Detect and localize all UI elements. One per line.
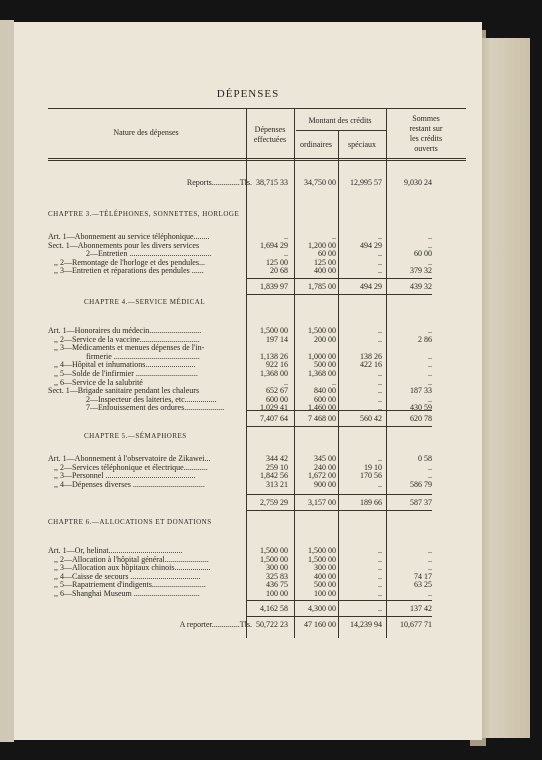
table-row [48,266,466,276]
row-value-c3: .. [378,232,382,241]
row-value-c3: .. [378,334,382,344]
header-effectuees-line2: effectuées [253,135,287,144]
row-value-c2: 300 00 [314,563,336,573]
row-value-c2: 100 00 [314,589,336,598]
row-value-c4: .. [428,360,432,370]
subtotal-row [48,282,466,292]
header-effectuees [246,125,294,145]
subtotal-c3: 560 42 [360,414,382,423]
row-value-c3: .. [378,326,382,335]
row-value-c2: 1,672 00 [308,471,336,481]
row-label: Art. 1—Abonnement au service téléphonique........ [48,232,210,241]
reports-c4: 9,030 24 [404,178,432,187]
row-value-c1: .. [284,377,288,387]
row-value-c1: 922 16 [266,360,288,370]
row-value-c4: 63 25 [414,580,432,590]
row-value-c3: .. [378,394,382,404]
book-page [14,22,482,740]
row-value-c2: 200 00 [314,334,336,344]
row-value-c2: 1,500 00 [308,326,336,335]
row-value-c2: 1,460 00 [308,403,336,413]
row-value-c2: 1,500 00 [308,554,336,564]
row-value-c4: .. [428,232,432,241]
row-value-c1: 1,694 29 [260,240,288,250]
row-value-c1: 313 21 [266,479,288,489]
row-label: ,, 5—Solde de l'infirmier ............................... [54,369,198,378]
row-value-c3: 494 29 [360,240,382,250]
subtotal-c2: 3,157 00 [308,498,336,507]
row-label: ,, 4—Dépenses diverses .................................... [54,479,205,489]
row-value-c4: .. [428,462,432,472]
row-value-c1: 1,842 56 [260,471,288,481]
row-value-c4: 586 79 [410,479,432,489]
row-value-c1: 1,500 00 [260,546,288,555]
row-label: ,, 2—Remontage de l'horloge et des pendules... [54,257,205,267]
row-value-c1: 1,029 41 [260,403,288,413]
subtotal-row [48,414,466,424]
row-value-c1: 1,500 00 [260,326,288,335]
row-label: ,, 5—Rapatriement d'indigents........................... [54,580,206,590]
row-value-c1: 652 67 [266,386,288,396]
row-value-c3: .. [378,580,382,590]
row-value-c2: .. [332,232,336,241]
page-title: DÉPENSES [216,88,280,100]
row-value-c4: .. [428,546,432,555]
row-value-c4: 430 59 [410,403,432,413]
row-value-c1: 1,500 00 [260,554,288,564]
subtotal-c4: 137 42 [410,604,432,613]
header-bottom-rule-2 [48,160,466,161]
row-value-c1: .. [284,232,288,241]
row-value-c3: .. [378,554,382,564]
row-label: 2—Inspecteur des laiteries, etc................ [86,394,217,404]
reports-label: Reports..............Tls. [186,178,252,187]
row-value-c4: 74 17 [414,571,432,581]
subtotal-c4: 587 37 [410,498,432,507]
row-value-c4: 2 86 [418,334,432,344]
header-sommes-line1: Sommes [412,114,440,123]
row-value-c2: 1,200 00 [308,240,336,250]
header-bottom-rule [48,158,466,159]
row-value-c4: 0 58 [418,454,432,463]
row-value-c2: 125 00 [314,257,336,267]
row-value-c1: 1,138 26 [260,351,288,361]
subtotal-bottom-rule [246,426,432,427]
subtotal-rule [246,494,432,495]
row-value-c4: .. [428,563,432,573]
subtotal-bottom-rule [246,294,432,295]
row-value-c4: .. [428,351,432,361]
row-label: ,, 4—Caisse de secours ................................... [54,571,201,581]
reporter-row [48,620,466,630]
row-value-c2: 900 00 [314,479,336,489]
subtotal-rule [246,600,432,601]
row-value-c1: 20 68 [270,266,288,276]
header-ordinaires: ordinaires [300,140,332,149]
row-value-c4: .. [428,257,432,267]
row-label: Sect. 1—Abonnements pour les divers services [48,240,200,250]
row-label: ,, 6—Service de la salubrité [54,377,143,387]
subtotal-c4: 439 32 [410,282,432,291]
chapter-heading: CHAPTRE 6.—ALLOCATIONS ET DONATIONS [48,518,212,526]
subtotal-rule [246,410,432,411]
header-sommes-line3: les crédits [409,134,443,143]
row-label: ,, 3—Entretien et réparations des pendules ...... [54,266,204,276]
row-value-c1: 600 00 [266,394,288,404]
subtotal-c3: 494 29 [360,282,382,291]
book-page-edges [474,38,530,738]
table-row [48,480,466,490]
row-value-c3: .. [378,369,382,378]
row-value-c3: .. [378,249,382,259]
row-label: ,, 3—Personnel ............................................. [54,471,196,481]
row-value-c4: .. [428,326,432,335]
row-label: Art. 1—Abonnement à l'observatoire de Zikawei... [48,454,211,463]
reporter-c2: 47 160 00 [304,620,336,629]
row-value-c3: .. [378,563,382,573]
row-value-c3: 19 10 [364,462,382,472]
reports-c2: 34,750 00 [304,178,336,187]
chapter-heading: CHAPTRE 4.—SERVICE MÉDICAL [84,298,206,306]
row-label: ,, 3—Allocation aux hôpitaux chinois.................. [54,563,211,573]
row-value-c4: .. [428,589,432,598]
subtotal-c1: 2,759 29 [260,498,288,507]
row-value-c2: 1,368 00 [308,369,336,378]
row-label: ,, 3—Médicaments et menues dépenses de l'in- [54,343,205,353]
row-label: ,, 4—Hôpital et inhumations......................... [54,360,196,370]
row-value-c2: 840 00 [314,386,336,396]
row-value-c1: 197 14 [266,334,288,344]
table-row [48,403,466,413]
row-value-c3: .. [378,266,382,276]
subtotal-c3: .. [378,604,382,613]
header-speciaux: spéciaux [348,140,376,149]
row-label: ,, 2—Service de la vaccine.............................. [54,334,200,344]
row-value-c4: .. [428,471,432,481]
subtotal-bottom-rule [246,616,432,617]
row-value-c1: .. [284,249,288,259]
row-value-c4: .. [428,554,432,564]
chapter-heading: CHAPTRE 3.—TÉLÉPHONES, SONNETTES, HORLOGE [48,210,240,218]
row-value-c4: .. [428,394,432,404]
subtotal-c2: 1,785 00 [308,282,336,291]
row-value-c1: 100 00 [266,589,288,598]
reporter-c1: 50,722 23 [256,620,288,629]
row-label: ,, 6—Shanghai Museum ................................. [54,589,200,598]
row-value-c3: 422 16 [360,360,382,370]
row-label: ,, 2—Allocation à l'hôpital général...................... [54,554,209,564]
subtotal-row [48,604,466,614]
row-value-c2: 400 00 [314,571,336,581]
subtotal-c1: 1,839 97 [260,282,288,291]
reports-c1: 38,715 33 [256,178,288,187]
row-value-c3: .. [378,589,382,598]
subtotal-row [48,498,466,508]
header-montant: Montant des crédits [308,116,372,125]
row-value-c4: 379 32 [410,266,432,276]
row-value-c2: 345 00 [314,454,336,463]
row-value-c3: .. [378,479,382,489]
row-label: 2—Entretien ......................................... [86,249,212,259]
row-label: 7—Enfouissement des ordures.................... [86,403,225,413]
row-value-c4: .. [428,377,432,387]
row-value-c2: 400 00 [314,266,336,276]
subtotal-bottom-rule [246,510,432,511]
row-value-c4: .. [428,369,432,378]
row-value-c2: 1,000 00 [308,351,336,361]
row-value-c3: .. [378,257,382,267]
row-value-c3: 138 26 [360,351,382,361]
book-spine-left [0,20,14,742]
reports-c3: 12,995 57 [350,178,382,187]
row-label: Sect. 1—Brigade sanitaire pendant les chaleurs [48,386,200,396]
subtotal-c2: 7 468 00 [308,414,336,423]
header-top-rule [48,108,466,109]
row-value-c2: 500 00 [314,580,336,590]
header-sommes-line2: restant sur [409,124,443,133]
row-value-c2: 1,500 00 [308,546,336,555]
reporter-c4: 10,677 71 [400,620,432,629]
row-value-c3: .. [378,403,382,413]
subtotal-c1: 4,162 58 [260,604,288,613]
row-value-c2: 240 00 [314,462,336,472]
subtotal-c1: 7,407 64 [260,414,288,423]
row-label: firmerie ........................................... [86,351,200,361]
reporter-c3: 14,239 94 [350,620,382,629]
table-row [48,589,466,599]
header-effectuees-line1: Dépenses [254,125,286,134]
header-sommes [386,114,466,154]
row-value-c1: 325 83 [266,571,288,581]
row-label: Art. 1—Or, helinat..................................... [48,546,183,555]
row-value-c2: 500 00 [314,360,336,370]
row-value-c3: .. [378,377,382,387]
header-nature: Nature des dépenses [113,128,179,137]
reporter-label: A reporter..............Tls. [179,620,252,629]
row-value-c1: 344 42 [266,454,288,463]
subtotal-c3: 189 66 [360,498,382,507]
row-value-c1: 300 00 [266,563,288,573]
row-value-c1: 1,368 00 [260,369,288,378]
row-value-c2: 600 00 [314,394,336,404]
row-value-c3: .. [378,386,382,396]
row-value-c4: 60 00 [414,249,432,259]
row-value-c2: .. [332,377,336,387]
chapter-heading: CHAPTRE 5.—SÉMAPHORES [84,432,187,440]
row-value-c4: 187 33 [410,386,432,396]
row-value-c2: 60 00 [318,249,336,259]
row-label: Art. 1—Honoraires du médecin.......................... [48,326,202,335]
row-value-c3: .. [378,571,382,581]
row-label: ,, 2—Services téléphonique et électrique............ [54,462,208,472]
row-value-c1: 125 00 [266,257,288,267]
header-sub-rule [296,130,386,131]
subtotal-rule [246,278,432,279]
row-value-c3: 170 56 [360,471,382,481]
row-value-c3: .. [378,546,382,555]
subtotal-c4: 620 78 [410,414,432,423]
row-value-c3: .. [378,454,382,463]
row-value-c1: 259 10 [266,462,288,472]
row-value-c4: .. [428,240,432,250]
subtotal-c2: 4,300 00 [308,604,336,613]
header-sommes-line4: ouverts [414,144,438,153]
row-value-c1: 436 75 [266,580,288,590]
reports-row [48,178,466,188]
